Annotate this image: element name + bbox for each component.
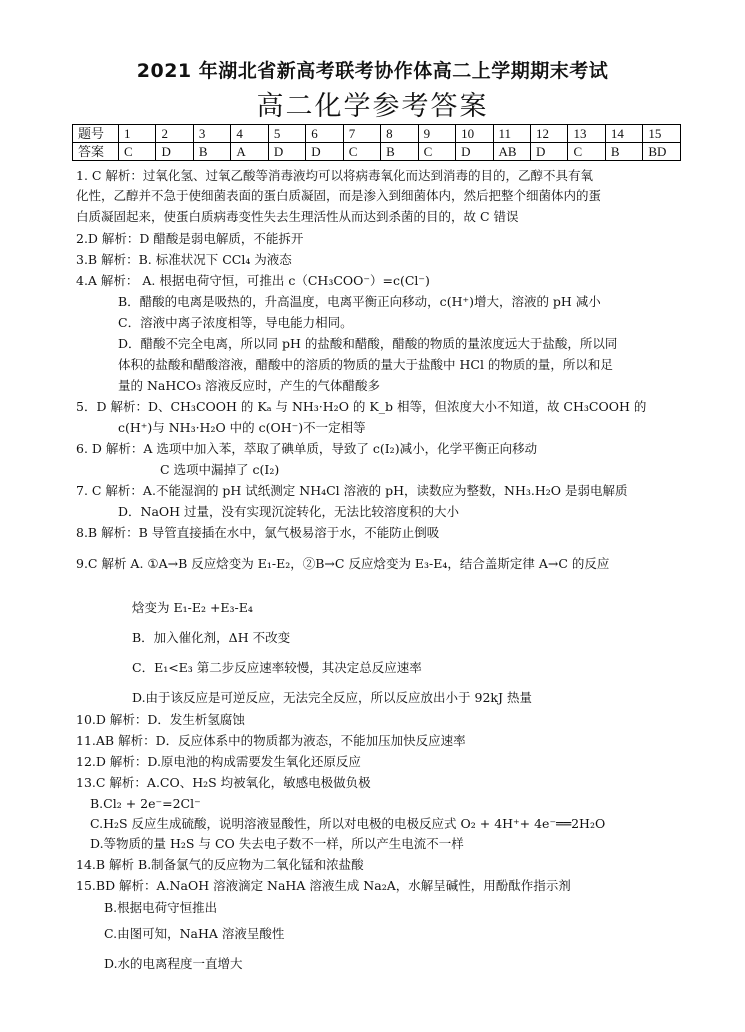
explanation-line: C 选项中漏掉了 c(I₂) — [160, 462, 280, 477]
question-number: 3 — [193, 125, 230, 143]
explanation-line: C．E₁<E₃ 第二步反应速率较慢，其决定总反应速率 — [132, 660, 422, 675]
question-number: 14 — [605, 125, 642, 143]
explanation-line: 4.A 解析： A. 根据电荷守恒，可推出 c（CH₃COO⁻）=c(Cl⁻) — [76, 273, 430, 288]
explanation-line: C.由图可知，NaHA 溶液呈酸性 — [104, 926, 285, 941]
explanation-line: B．加入催化剂，ΔH 不改变 — [132, 630, 291, 645]
explanation-line: 体积的盐酸和醋酸溶液，醋酸中的溶质的物质的量大于盐酸中 HCl 的物质的量，所以和足 — [118, 357, 613, 372]
question-number: 11 — [493, 125, 530, 143]
explanation-line: 焓变为 E₁-E₂ +E₃-E₄ — [132, 600, 253, 615]
answer-cell: B — [193, 143, 230, 161]
answer-cell: AB — [493, 143, 530, 161]
explanation-line: 量的 NaHCO₃ 溶液反应时，产生的气体醋酸多 — [118, 378, 381, 393]
answer-label: 答案 — [73, 143, 119, 161]
explanation-line: 7. C 解析：A.不能湿润的 pH 试纸测定 NH₄Cl 溶液的 pH，读数应为整数，NH₃.H₂O 是弱电解质 — [76, 483, 628, 498]
answer-table — [72, 124, 681, 161]
explanation-line: C.H₂S 反应生成硫酸，说明溶液显酸性，所以对电极的电极反应式 O₂ + 4H⁺+ 4e⁻══2H₂O — [90, 816, 606, 831]
answer-table-header-row — [73, 125, 681, 143]
answer-cell: C — [343, 143, 380, 161]
answer-cell: D — [156, 143, 193, 161]
header-label: 题号 — [73, 125, 119, 143]
answer-cell: C — [119, 143, 156, 161]
explanation-line: 3.B 解析：B. 标准状况下 CCl₄ 为液态 — [76, 252, 292, 267]
explanation-line: 14.B 解析 B.制备氯气的反应物为二氧化锰和浓盐酸 — [76, 857, 364, 872]
explanation-line: 11.AB 解析：D．反应体系中的物质都为液态，不能加压加快反应速率 — [76, 733, 466, 748]
question-number: 2 — [156, 125, 193, 143]
question-number: 9 — [418, 125, 455, 143]
explanation-line: 10.D 解析：D．发生析氢腐蚀 — [76, 712, 245, 727]
question-number: 15 — [643, 125, 681, 143]
explanation-line: B．醋酸的电离是吸热的，升高温度，电离平衡正向移动，c(H⁺)增大，溶液的 pH 减小 — [118, 294, 601, 309]
explanation-line: 12.D 解析：D.原电池的构成需要发生氧化还原反应 — [76, 754, 361, 769]
explanation-line: c(H⁺)与 NH₃·H₂O 中的 c(OH⁻)不一定相等 — [118, 420, 366, 435]
explanation-line: 2.D 解析：D 醋酸是弱电解质，不能拆开 — [76, 231, 304, 246]
question-number: 13 — [568, 125, 605, 143]
explanation-line: D.由于该反应是可逆反应，无法完全反应，所以反应放出小于 92kJ 热量 — [132, 690, 532, 705]
question-number: 7 — [343, 125, 380, 143]
answer-cell: B — [381, 143, 418, 161]
explanation-line: C．溶液中离子浓度相等，导电能力相同。 — [118, 315, 353, 330]
explanation-line: 1. C 解析：过氧化氢、过氧乙酸等消毒液均可以将病毒氧化而达到消毒的目的，乙醇不具有氧 — [76, 168, 593, 183]
explanation-line: B.Cl₂ + 2e⁻=2Cl⁻ — [90, 796, 201, 811]
answer-cell: BD — [643, 143, 681, 161]
answer-cell: D — [268, 143, 305, 161]
explanation-line: 化性，乙醇并不急于使细菌表面的蛋白质凝固，而是渗入到细菌体内，然后把整个细菌体内的蛋 — [76, 188, 602, 203]
answer-cell: C — [568, 143, 605, 161]
answer-cell: A — [231, 143, 268, 161]
answer-cell: B — [605, 143, 642, 161]
explanation-line: 6. D 解析：A 选项中加入苯，萃取了碘单质，导致了 c(I₂)减小，化学平衡正向移动 — [76, 441, 538, 456]
question-number: 8 — [381, 125, 418, 143]
explanation-line: 5．D 解析：D、CH₃COOH 的 Kₐ 与 NH₃·H₂O 的 K_b 相等，但浓度大小不知道，故 CH₃COOH 的 — [76, 399, 647, 414]
question-number: 1 — [119, 125, 156, 143]
explanation-line: D.等物质的量 H₂S 与 CO 失去电子数不一样，所以产生电流不一样 — [90, 836, 464, 851]
explanation-line: 15.BD 解析：A.NaOH 溶液滴定 NaHA 溶液生成 Na₂A，水解呈碱性，用酚酞作指示剂 — [76, 878, 571, 893]
document-title: 2021 年湖北省新高考联考协作体高二上学期期末考试 — [136, 60, 609, 82]
explanation-line: 13.C 解析：A.CO、H₂S 均被氧化，敏感电极做负极 — [76, 775, 371, 790]
question-number: 12 — [530, 125, 567, 143]
question-number: 5 — [268, 125, 305, 143]
answer-cell: C — [418, 143, 455, 161]
question-number: 4 — [231, 125, 268, 143]
answer-cell: D — [456, 143, 493, 161]
answer-table-answer-row — [73, 143, 681, 161]
answer-cell: D — [530, 143, 567, 161]
document-subtitle: 高二化学参考答案 — [256, 91, 489, 122]
question-number: 10 — [456, 125, 493, 143]
explanation-line: 9.C 解析 A. ①A→B 反应焓变为 E₁-E₂，②B→C 反应焓变为 E₃-E₄，结合盖斯定律 A→C 的反应 — [76, 556, 610, 571]
explanation-line: 8.B 解析：B 导管直接插在水中，氯气极易溶于水，不能防止倒吸 — [76, 525, 440, 540]
explanation-line: D．NaOH 过量，没有实现沉淀转化，无法比较溶度积的大小 — [118, 504, 460, 519]
question-number: 6 — [306, 125, 343, 143]
explanation-line: 白质凝固起来，使蛋白质病毒变性失去生理活性从而达到杀菌的目的，故 C 错误 — [76, 209, 519, 224]
answer-cell: D — [306, 143, 343, 161]
explanation-line: D.水的电离程度一直增大 — [104, 956, 243, 971]
explanation-line: B.根据电荷守恒推出 — [104, 900, 218, 915]
explanation-line: D．醋酸不完全电离，所以同 pH 的盐酸和醋酸，醋酸的物质的量浓度远大于盐酸，所以同 — [118, 336, 618, 351]
